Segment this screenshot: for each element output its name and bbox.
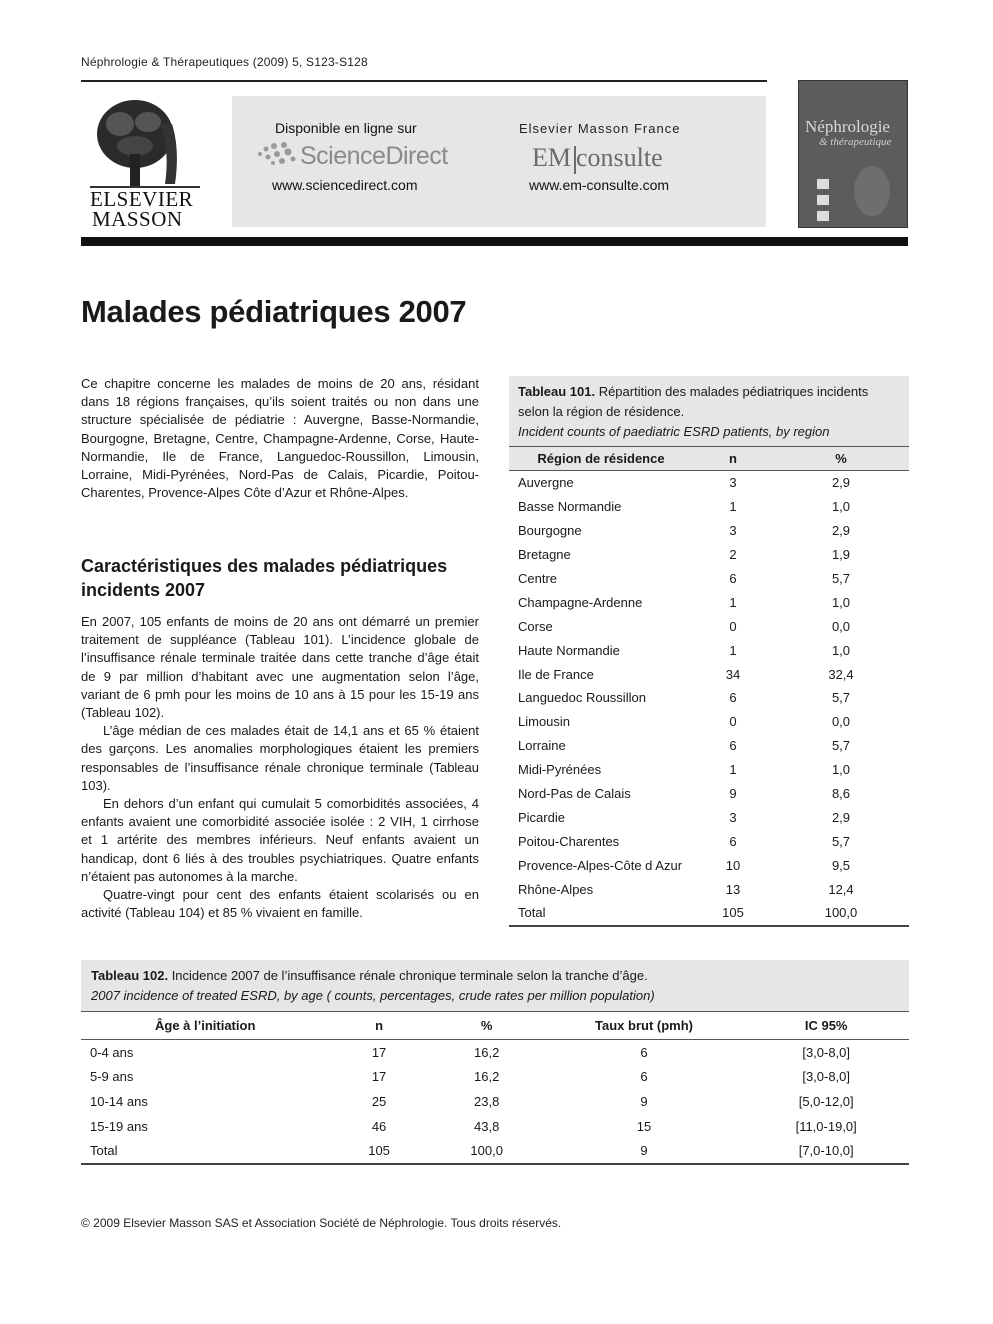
age-group-cell: 5-9 ans	[90, 1069, 134, 1085]
table-cell: [11,0-19,0]	[795, 1118, 857, 1134]
table-cell: 6	[729, 833, 737, 849]
table-cell: 16,2	[474, 1044, 500, 1060]
table-cell: 0	[729, 714, 737, 730]
column-header: Région de résidence	[509, 447, 693, 471]
emconsulte-brand	[532, 143, 663, 173]
table-cell: 15	[636, 1118, 652, 1134]
table-row	[509, 734, 909, 758]
table-cell: 43,8	[474, 1118, 500, 1134]
table-101-grid	[509, 446, 909, 927]
elsevier-masson-logo	[90, 94, 214, 230]
table-101-label: Tableau 101.	[518, 384, 596, 399]
region-cell: Limousin	[518, 714, 571, 730]
cover-title: Néphrologie	[805, 117, 890, 136]
table-cell: 0,0	[831, 618, 851, 634]
emconsulte-brand-consulte: consulte	[576, 143, 663, 172]
table-row	[81, 1089, 909, 1114]
table-cell: 17	[371, 1069, 387, 1085]
region-cell: Haute Normandie	[518, 642, 620, 658]
intro-paragraph: Ce chapitre concerne les malades de moins de 20 ans, résidant dans 18 régions françaises, qu’ils soient traités ou non dans une structure spécialisée de pédiatrie : Auvergne, Basse-Normandie, Bourgogne, Bretagne, Centre, Champagne-Ardenne, Corse, Haute-Normandie, Ile de France, Languedoc-Roussillon, Limousin, Lorraine, Midi-Pyrénées, Nord-Pas de Calais, Picardie, Poitou-Charentes, Provence-Alpes Côte d’Azur et Rhône-Alpes.	[81, 376, 479, 501]
header-thick-rule	[81, 237, 908, 246]
table-cell: [5,0-12,0]	[798, 1093, 854, 1109]
region-cell: Lorraine	[518, 738, 566, 754]
table-cell: 10	[725, 857, 741, 873]
table-101-caption-en: Incident counts of paediatric ESRD patients, by region	[518, 424, 830, 439]
table-cell: 32,4	[828, 666, 854, 682]
table-cell: 0	[729, 618, 737, 634]
age-group-cell: 10-14 ans	[90, 1093, 148, 1109]
table-102-caption-en: 2007 incidence of treated ESRD, by age ( counts, percentages, crude rates per million population)	[91, 988, 655, 1003]
logo-text-masson: MASSON	[92, 207, 183, 231]
table-header-row	[81, 1012, 909, 1040]
table-cell: 5,7	[831, 833, 851, 849]
region-cell: Champagne-Ardenne	[518, 594, 643, 610]
copyright-footer: © 2009 Elsevier Masson SAS et Association Société de Néphrologie. Tous droits réservés.	[81, 1216, 562, 1230]
region-cell: Picardie	[518, 809, 565, 825]
age-group-cell: 0-4 ans	[90, 1044, 134, 1060]
region-cell: Total	[509, 901, 693, 926]
table-cell: 0,0	[831, 714, 851, 730]
table-101-caption	[509, 376, 909, 446]
table-102-caption	[81, 960, 909, 1011]
sciencedirect-label: Disponible en ligne sur	[275, 120, 417, 136]
table-102-caption-fr: Incidence 2007 de l’insuffisance rénale chronique terminale selon la tranche d’âge.	[168, 968, 648, 983]
table-row	[509, 519, 909, 543]
table-102-grid	[81, 1011, 909, 1165]
logo-text-elsevier: ELSEVIER	[90, 187, 194, 211]
region-cell: Basse Normandie	[518, 499, 622, 515]
table-row	[509, 686, 909, 710]
table-cell: 25	[371, 1093, 387, 1109]
region-cell: Centre	[518, 571, 558, 586]
table-cell: 5,7	[831, 690, 851, 706]
cover-icon-3	[817, 211, 829, 221]
cover-icon-1	[817, 179, 829, 189]
table-row	[509, 614, 909, 638]
table-row	[81, 1114, 909, 1139]
table-cell: 1	[729, 762, 737, 778]
section-paragraph: Quatre-vingt pour cent des enfants étaient scolarisés ou en activité (Tableau 104) et 85 % vivaient en famille.	[81, 887, 479, 921]
cover-illustration	[854, 166, 890, 216]
table-101	[509, 376, 909, 927]
table-row	[509, 877, 909, 901]
table-cell: [3,0-8,0]	[802, 1069, 851, 1085]
emconsulte-divider	[574, 146, 576, 174]
column-header: n	[693, 447, 773, 471]
column-header: n	[329, 1012, 428, 1040]
table-row	[509, 662, 909, 686]
cover-icon-2	[817, 195, 829, 205]
emconsulte-url[interactable]: www.em-consulte.com	[529, 177, 670, 193]
region-cell: Midi-Pyrénées	[518, 762, 602, 778]
table-cell: 13	[725, 881, 741, 897]
table-cell: 2,9	[831, 809, 851, 825]
table-header-row	[509, 447, 909, 471]
table-row	[509, 567, 909, 591]
section-body	[81, 613, 479, 922]
table-cell: 9	[640, 1093, 648, 1109]
journal-cover-thumbnail	[798, 80, 908, 228]
column-header: %	[429, 1012, 545, 1040]
table-cell: 5,7	[831, 738, 851, 754]
column-header: IC 95%	[743, 1012, 909, 1040]
region-cell: Auvergne	[518, 475, 574, 491]
table-cell: 2,9	[831, 523, 851, 539]
header-rule	[81, 80, 767, 82]
region-cell: Provence-Alpes-Côte d Azur	[518, 857, 683, 873]
table-cell: 1,0	[831, 642, 851, 658]
table-cell: 1	[729, 642, 737, 658]
region-cell: Poitou-Charentes	[518, 833, 620, 849]
table-101-caption-fr: Répartition des malades pédiatriques incidents selon la région de résidence.	[518, 384, 869, 419]
emconsulte-label: Elsevier Masson France	[519, 121, 681, 136]
table-cell: 5,7	[831, 571, 851, 586]
age-group-cell: Total	[81, 1138, 329, 1164]
table-row	[509, 853, 909, 877]
section-paragraph: En 2007, 105 enfants de moins de 20 ans ont démarré un premier traitement de suppléance (Tableau 101). L’incidence globale de l’insuffisance rénale terminale traitée dans cette tranche d’âge était de 9 par million d’habitant avec une augmentation selon l’âge, variant de 6 pmh pour les moins de 10 ans à 15 pour les 15-19 ans (Tableau 102).	[81, 614, 479, 721]
table-cell: 1,0	[831, 499, 851, 515]
table-row	[81, 1138, 909, 1164]
table-row	[509, 543, 909, 567]
page-title: Malades pédiatriques 2007	[81, 294, 467, 329]
table-cell: [7,0-10,0]	[743, 1138, 909, 1164]
table-cell: 100,0	[429, 1138, 545, 1164]
table-cell: 6	[729, 571, 737, 586]
table-row	[509, 471, 909, 495]
table-row	[509, 782, 909, 806]
region-cell: Nord-Pas de Calais	[518, 786, 631, 802]
table-cell: 3	[729, 475, 737, 491]
table-cell: 105	[693, 901, 773, 926]
table-cell: [3,0-8,0]	[802, 1044, 851, 1060]
table-cell: 9	[729, 786, 737, 802]
section-paragraph: L’âge médian de ces malades était de 14,1 ans et 65 % étaient des garçons. Les anomalies morphologiques étaient les premiers responsables de l’insuffisance rénale chronique terminale (Tableau 103).	[81, 723, 479, 793]
table-cell: 1,0	[831, 762, 851, 778]
table-cell: 3	[729, 809, 737, 825]
table-cell: 46	[371, 1118, 387, 1134]
table-cell: 16,2	[474, 1069, 500, 1085]
table-row	[509, 590, 909, 614]
table-cell: 1	[729, 594, 737, 610]
table-row	[509, 638, 909, 662]
region-cell: Languedoc Roussillon	[518, 690, 646, 706]
table-cell: 8,6	[831, 786, 851, 802]
sciencedirect-url[interactable]: www.sciencedirect.com	[272, 177, 418, 193]
table-row	[509, 495, 909, 519]
sciencedirect-brand: ScienceDirect	[300, 142, 448, 170]
cover-subtitle: & thérapeutique	[819, 136, 892, 148]
journal-reference: Néphrologie & Thérapeutiques (2009) 5, S123-S128	[81, 55, 368, 69]
region-cell: Ile de France	[518, 666, 594, 682]
table-cell: 6	[729, 738, 737, 754]
table-cell: 34	[725, 666, 741, 682]
table-row	[509, 901, 909, 926]
region-cell: Rhône-Alpes	[518, 881, 594, 897]
region-cell: Bourgogne	[518, 523, 582, 539]
age-group-cell: 15-19 ans	[90, 1118, 148, 1134]
region-cell: Corse	[518, 618, 553, 634]
table-cell: 12,4	[828, 881, 854, 897]
table-row	[81, 1065, 909, 1090]
table-cell: 6	[640, 1069, 648, 1085]
table-cell: 2	[729, 547, 737, 563]
table-cell: 6	[640, 1044, 648, 1060]
table-cell: 1,0	[831, 594, 851, 610]
column-header: Taux brut (pmh)	[545, 1012, 744, 1040]
table-cell: 2,9	[831, 475, 851, 491]
section-paragraph: En dehors d’un enfant qui cumulait 5 comorbidités associées, 4 enfants avaient une comorbidité associée isolée : 2 VIH, 1 cirrhose et 1 artérite des membres inférieurs. Neuf enfants avaient un handicap, dont 6 liés à des troubles psychiatriques. Quatre enfants n’étaient pas autonomes à la marche.	[81, 796, 479, 884]
table-102	[81, 960, 909, 1165]
region-cell: Bretagne	[518, 547, 571, 563]
emconsulte-brand-em: EM	[532, 143, 571, 172]
table-cell: 3	[729, 523, 737, 539]
table-row	[509, 710, 909, 734]
section-heading: Caractéristiques des malades pédiatriques incidents 2007	[81, 556, 448, 600]
column-header: %	[773, 447, 909, 471]
table-row	[81, 1040, 909, 1065]
table-cell: 1,9	[831, 547, 851, 563]
table-cell: 23,8	[474, 1093, 500, 1109]
table-cell: 6	[729, 690, 737, 706]
table-row	[509, 805, 909, 829]
table-cell: 1	[729, 499, 737, 515]
table-cell: 17	[371, 1044, 387, 1060]
table-row	[509, 758, 909, 782]
table-row	[509, 829, 909, 853]
table-102-label: Tableau 102.	[91, 968, 169, 983]
table-cell: 9,5	[831, 857, 851, 873]
table-cell: 105	[329, 1138, 428, 1164]
table-cell: 9	[545, 1138, 744, 1164]
sciencedirect-dots-icon	[256, 140, 298, 170]
column-header: Âge à l’initiation	[81, 1012, 329, 1040]
table-cell: 100,0	[773, 901, 909, 926]
